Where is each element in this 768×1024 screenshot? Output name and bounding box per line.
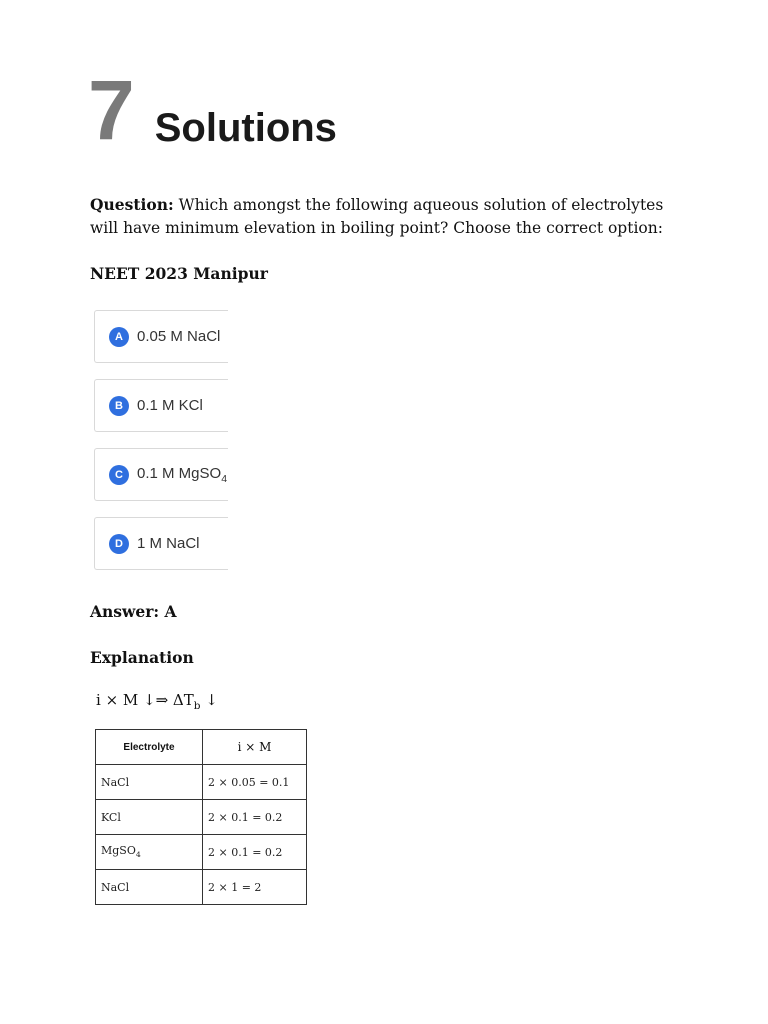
option-badge: C	[109, 465, 129, 485]
table-row	[96, 870, 307, 905]
table-cell-value: 2 × 1 = 2	[203, 870, 307, 905]
option-label-main: 0.1 M MgSO	[137, 464, 222, 482]
table-row	[96, 765, 307, 800]
table-cell-value: 2 × 0.1 = 0.2	[203, 835, 307, 870]
explanation-heading: Explanation	[90, 648, 194, 667]
question-text	[90, 193, 680, 240]
question-body: Which amongst the following aqueous solution of electrolytes will have minimum elevation in boiling point? Choose the correct option:	[90, 196, 664, 237]
table-cell-electrolyte: NaCl	[96, 765, 203, 800]
formula-tail: ↓	[200, 691, 218, 709]
table-cell-electrolyte	[96, 835, 203, 870]
table-row	[96, 835, 307, 870]
option-badge: D	[109, 534, 129, 554]
chapter-header	[88, 63, 337, 157]
table-cell-electrolyte: KCl	[96, 800, 203, 835]
option-label	[137, 465, 227, 485]
table-header-electrolyte: Electrolyte	[96, 730, 203, 765]
option-badge: A	[109, 327, 129, 347]
exam-source: NEET 2023 Manipur	[90, 264, 268, 283]
option-c[interactable]	[94, 448, 228, 501]
electrolyte-subscript: 4	[135, 850, 141, 860]
electrolyte-main: MgSO	[101, 844, 136, 858]
chapter-title: Solutions	[154, 106, 337, 150]
option-a[interactable]	[94, 310, 228, 363]
option-d[interactable]	[94, 517, 228, 570]
option-b[interactable]	[94, 379, 228, 432]
option-label-subscript: 4	[221, 472, 228, 485]
table-header-ixm: i × M	[203, 730, 307, 765]
option-label: 1 M NaCl	[137, 535, 200, 552]
table-header-row	[96, 730, 307, 765]
option-badge: B	[109, 396, 129, 416]
explanation-table	[95, 729, 307, 905]
table-cell-electrolyte: NaCl	[96, 870, 203, 905]
formula-subscript: b	[193, 700, 201, 712]
question-label: Question:	[90, 195, 174, 214]
formula-main: i × M ↓⇒ ΔT	[96, 691, 194, 709]
chapter-number: 7	[88, 63, 133, 157]
explanation-formula	[96, 691, 218, 712]
option-label: 0.05 M NaCl	[137, 328, 221, 345]
answer-text: Answer: A	[90, 602, 177, 621]
table-row	[96, 800, 307, 835]
table-cell-value: 2 × 0.1 = 0.2	[203, 800, 307, 835]
options-list	[94, 310, 228, 586]
table-cell-value: 2 × 0.05 = 0.1	[203, 765, 307, 800]
option-label: 0.1 M KCl	[137, 397, 203, 414]
